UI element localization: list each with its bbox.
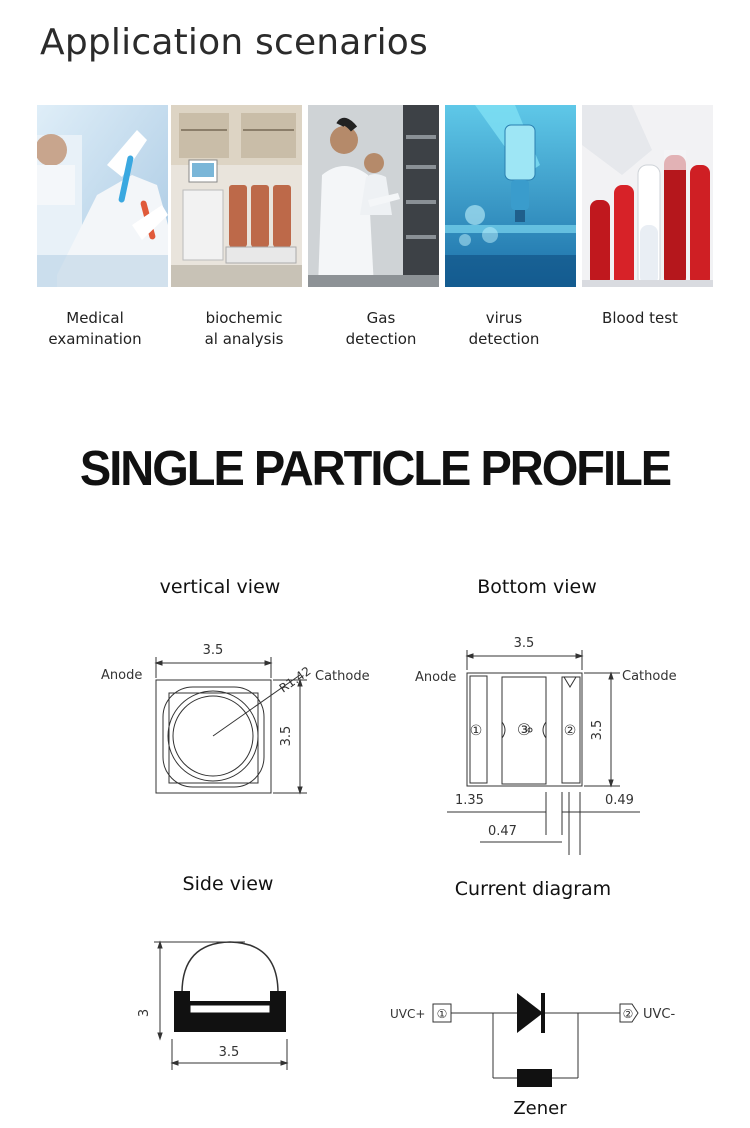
caption-line: al analysis [204, 330, 284, 348]
bottom-view-drawing [410, 630, 710, 860]
caption-line: Medical [66, 309, 124, 327]
pad-2-label: ② [563, 723, 577, 739]
bottom-cathode-label: Cathode [622, 669, 677, 684]
vertical-anode-label: Anode [101, 668, 143, 683]
bottom-width-dim: 3.5 [513, 636, 535, 651]
side-width-dim: 3.5 [218, 1045, 240, 1060]
uvc-plus-label: UVC+ [390, 1007, 426, 1021]
biochemical-analyzer-photo [171, 105, 302, 287]
scenario-caption-medical [30, 308, 160, 350]
vertical-cathode-label: Cathode [315, 669, 370, 684]
side-view-drawing [130, 935, 310, 1075]
scenario-caption-blood [575, 308, 705, 329]
caption-line: examination [48, 330, 142, 348]
scenario-caption-biochemical [179, 308, 309, 350]
pin-2-label: ② [622, 1007, 634, 1021]
bottom-anode-label: Anode [415, 670, 457, 685]
side-view-title: Side view [182, 873, 274, 895]
pin-1-label: ① [436, 1007, 448, 1021]
zener-label: Zener [513, 1098, 567, 1119]
caption-line: biochemic [205, 309, 283, 327]
caption-line: detection [345, 330, 417, 348]
dim-left-label: 1.35 [455, 793, 484, 808]
page-heading: Application scenarios [40, 22, 428, 63]
blood-test-tubes-photo [582, 105, 713, 287]
current-diagram-drawing [385, 985, 695, 1120]
vertical-view-drawing [95, 635, 395, 810]
scenario-caption-virus [439, 308, 569, 350]
scenario-photo-row [37, 105, 713, 287]
caption-line: virus [485, 309, 523, 327]
vertical-width-dim: 3.5 [202, 643, 224, 658]
vertical-view-title: vertical view [159, 576, 281, 598]
caption-line: Blood test [602, 309, 678, 327]
microscope-photo [445, 105, 576, 287]
bottom-height-dim: 3.5 [590, 719, 605, 741]
dim-center-label: 0.47 [488, 824, 517, 839]
gas-detection-lab-photo [308, 105, 439, 287]
side-height-dim: 3 [137, 1008, 152, 1018]
profile-title: SINGLE PARTICLE PROFILE [79, 439, 671, 496]
bottom-view-title: Bottom view [477, 576, 597, 598]
vertical-height-dim: 3.5 [279, 725, 294, 747]
radius-label: R1.42 [276, 663, 314, 696]
pad-3-label: ③ [516, 720, 532, 739]
caption-line: Gas [366, 309, 396, 327]
current-diagram-title: Current diagram [454, 878, 612, 900]
uvc-minus-label: UVC- [643, 1007, 676, 1022]
caption-line: detection [468, 330, 540, 348]
pad-1-label: ① [469, 723, 483, 739]
medical-examination-photo [37, 105, 168, 287]
scenario-caption-gas [316, 308, 446, 350]
dim-right-label: 0.49 [605, 793, 634, 808]
